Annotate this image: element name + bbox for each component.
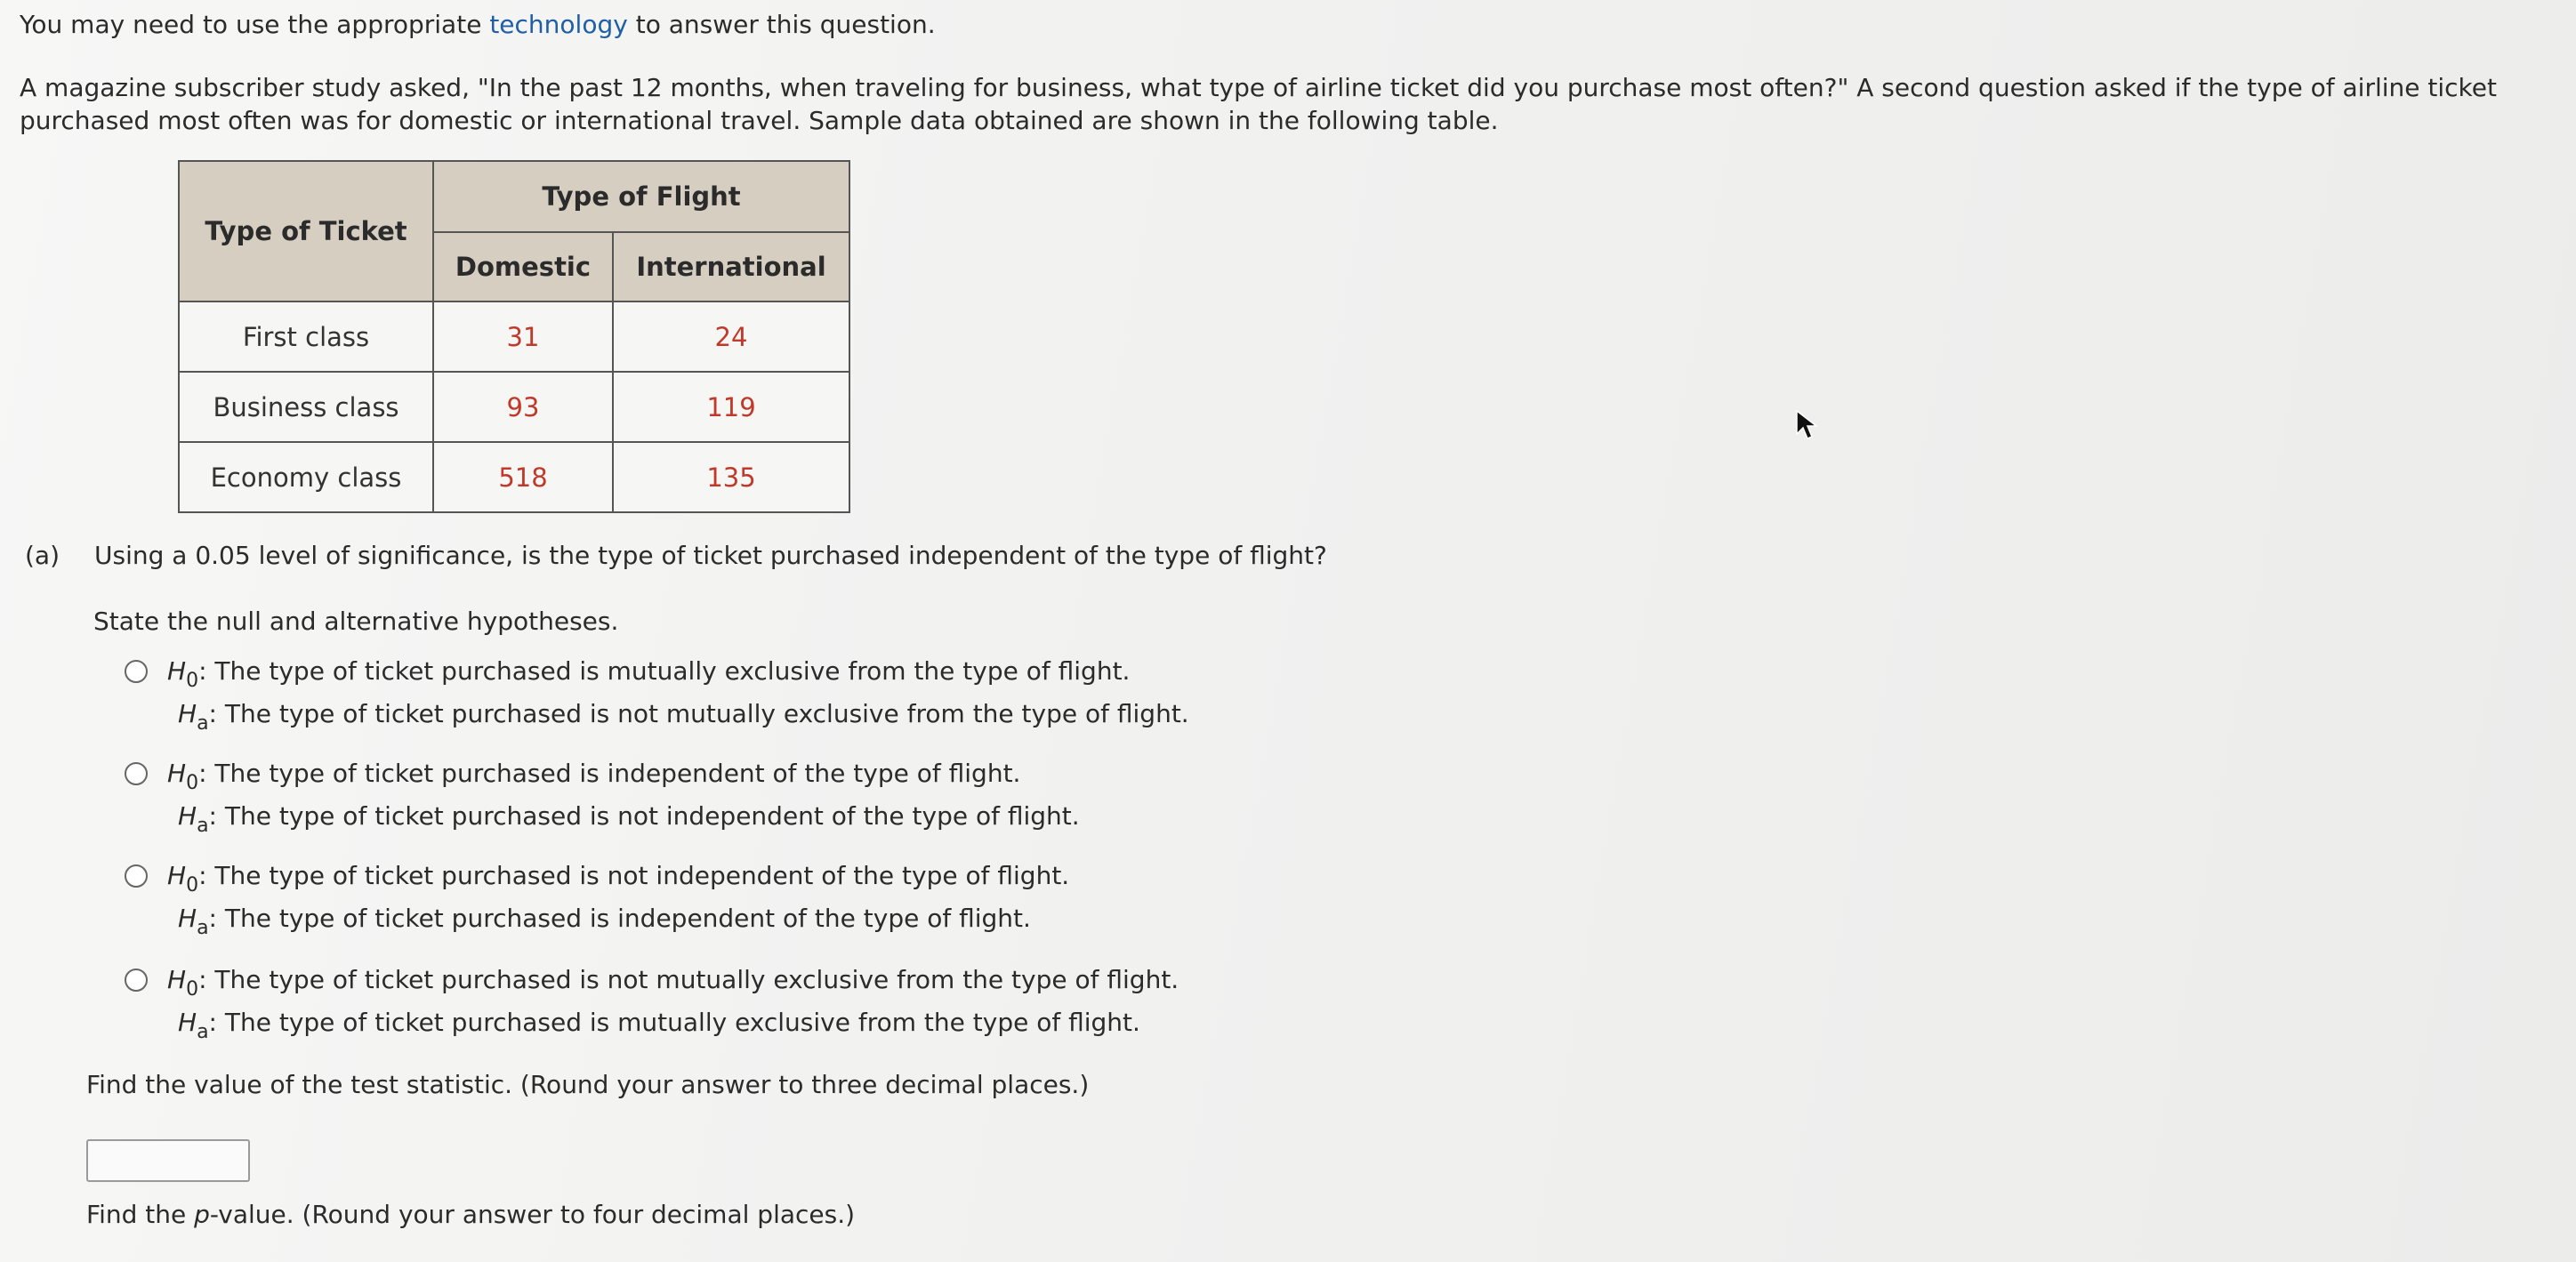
column-header-domestic: Domestic [433, 232, 613, 301]
row-header: Type of Ticket [179, 161, 433, 301]
null-hypothesis: $H_0$: The type of ticket purchased is not mutually exclusive from the type of flight. [167, 965, 1179, 1001]
null-hypothesis: $H_0$: The type of ticket purchased is independent of the type of flight. [167, 759, 1021, 794]
test-statistic-prompt: Find the value of the test statistic. (Round your answer to three decimal places.) [86, 1070, 1090, 1099]
alternative-hypothesis: $H_a$: The type of ticket purchased is not mutually exclusive from the type of flight. [178, 699, 1189, 735]
column-header-international: International [613, 232, 849, 301]
row-label: Economy class [179, 442, 433, 512]
cell-value: 518 [433, 442, 613, 512]
cell-value: 135 [613, 442, 849, 512]
alternative-hypothesis: $H_a$: The type of ticket purchased is mutually exclusive from the type of flight. [178, 1008, 1140, 1043]
technology-link[interactable]: technology [489, 10, 628, 39]
null-hypothesis: $H_0$: The type of ticket purchased is mutually exclusive from the type of flight. [167, 656, 1131, 692]
instruction-text [20, 9, 936, 41]
alternative-hypothesis: $H_a$: The type of ticket purchased is not independent of the type of flight. [178, 801, 1080, 837]
instruction-before: You may need to use the appropriate [20, 10, 490, 39]
row-label: Business class [179, 372, 433, 442]
null-hypothesis: $H_0$: The type of ticket purchased is not independent of the type of flight. [167, 861, 1070, 896]
radio-button[interactable] [125, 762, 148, 785]
alternative-hypothesis: $H_a$: The type of ticket purchased is independent of the type of flight. [178, 904, 1031, 939]
cell-value: 24 [613, 301, 849, 372]
radio-button[interactable] [125, 864, 148, 888]
cell-value: 31 [433, 301, 613, 372]
problem-statement: A magazine subscriber study asked, "In the past 12 months, when traveling for business, what type of airline ticket did you purchase most often?" A second question asked if the type of airline ticket purchased most often was for domestic or international travel. Sample data obtained are shown in the following table. [20, 73, 2497, 135]
mouse-pointer-icon [1795, 409, 1820, 441]
cell-value: 119 [613, 372, 849, 442]
radio-button[interactable] [125, 660, 148, 683]
radio-button[interactable] [125, 969, 148, 992]
instruction-after: to answer this question. [627, 10, 936, 39]
part-a-question-text: Using a 0.05 level of significance, is the type of ticket purchased independent of the type of flight? [94, 541, 1327, 570]
state-hypotheses-prompt: State the null and alternative hypotheses. [93, 607, 619, 636]
p-value-prompt: Find the p-value. (Round your answer to four decimal places.) [86, 1200, 856, 1229]
table-row [179, 372, 849, 442]
row-label: First class [179, 301, 433, 372]
table-row [179, 301, 849, 372]
part-a-question [25, 540, 1327, 572]
part-a-label: (a) [25, 541, 60, 570]
table-row [179, 442, 849, 512]
test-statistic-input[interactable] [86, 1139, 250, 1182]
contingency-table [178, 160, 850, 513]
group-header: Type of Flight [433, 161, 849, 232]
cell-value: 93 [433, 372, 613, 442]
